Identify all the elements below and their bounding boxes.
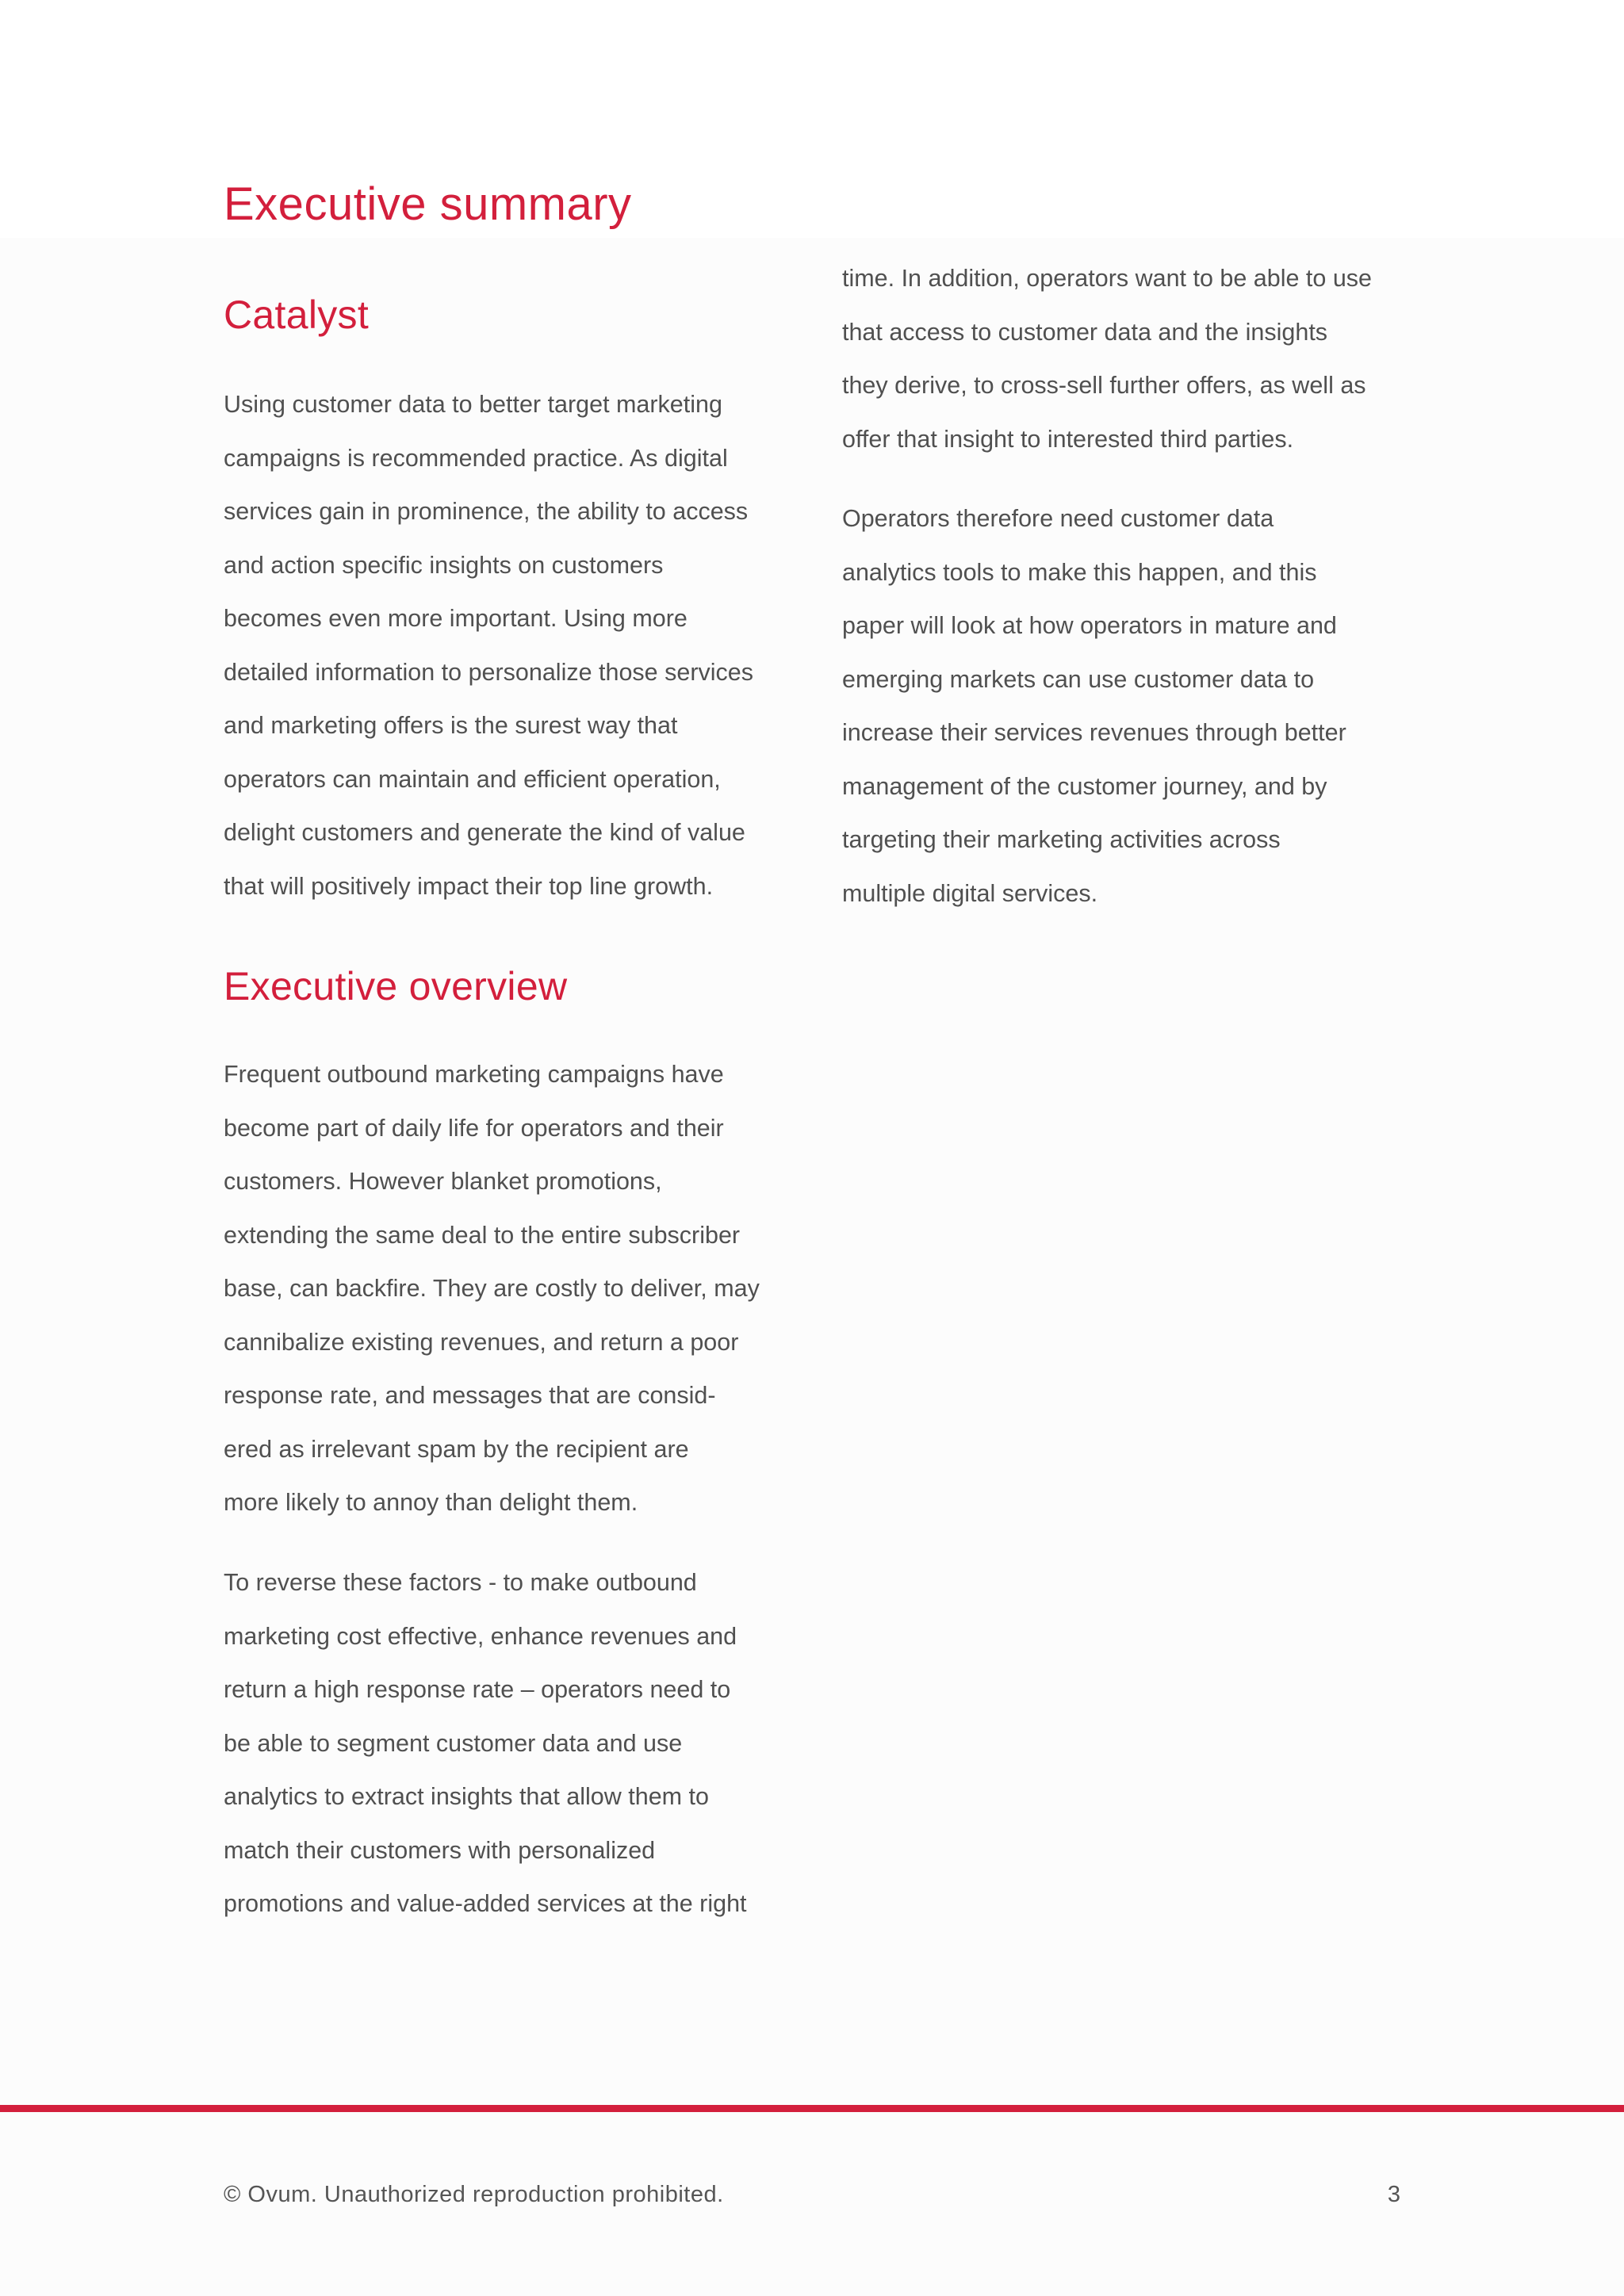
text-line: analytics tools to make this happen, and this (842, 558, 1317, 586)
text-line: time. In addition, operators want to be able to use (842, 265, 1373, 292)
text-line: becomes even more important. Using more (224, 605, 688, 632)
section-heading-catalyst: Catalyst (224, 293, 370, 337)
text-line: analytics to extract insights that allow them to (224, 1783, 709, 1810)
text-line: paper will look at how operators in mature and (842, 612, 1337, 639)
right-paragraph-2 (842, 492, 1413, 920)
text-line: delight customers and generate the kind of value (224, 819, 745, 846)
text-line: emerging markets can use customer data to (842, 665, 1315, 693)
text-line: multiple digital services. (842, 879, 1098, 907)
text-line: become part of daily life for operators and their (224, 1114, 724, 1142)
text-line: detailed information to personalize those services (224, 658, 753, 686)
text-line: targeting their marketing activities across (842, 826, 1281, 853)
text-line: offer that insight to interested third parties. (842, 425, 1294, 453)
text-line: match their customers with personalized (224, 1836, 656, 1864)
overview-paragraph-1 (224, 1048, 795, 1530)
text-line: they derive, to cross-sell further offers, as well as (842, 372, 1366, 399)
text-line: extending the same deal to the entire subscriber (224, 1221, 741, 1249)
text-line: cannibalize existing revenues, and return a poor (224, 1328, 739, 1356)
text-line: Using customer data to better target marketing (224, 391, 722, 418)
footer-divider (0, 2105, 1624, 2112)
text-line: management of the customer journey, and by (842, 772, 1327, 800)
text-line: and marketing offers is the surest way that (224, 712, 678, 739)
text-line: Operators therefore need customer data (842, 505, 1274, 532)
text-line: base, can backfire. They are costly to deliver, may (224, 1275, 760, 1302)
text-line: more likely to annoy than delight them. (224, 1489, 638, 1516)
page-title: Executive summary (224, 178, 632, 230)
text-line: customers. However blanket promotions, (224, 1168, 662, 1195)
text-line: that access to customer data and the insights (842, 318, 1328, 346)
catalyst-paragraph (224, 378, 795, 913)
text-line: promotions and value-added services at the right (224, 1890, 747, 1917)
text-line: response rate, and messages that are consid- (224, 1382, 716, 1409)
text-line: increase their services revenues through better (842, 719, 1346, 746)
page-number: 3 (1387, 2182, 1400, 2207)
text-line: Frequent outbound marketing campaigns have (224, 1061, 724, 1088)
text-line: and action specific insights on customers (224, 551, 664, 579)
text-line: return a high response rate – operators need to (224, 1676, 731, 1703)
text-line: be able to segment customer data and use (224, 1729, 683, 1757)
overview-paragraph-2 (224, 1556, 795, 1931)
text-line: ered as irrelevant spam by the recipient are (224, 1435, 689, 1463)
section-heading-overview: Executive overview (224, 964, 568, 1008)
text-line: marketing cost effective, enhance revenues and (224, 1622, 737, 1650)
footer-copyright: © Ovum. Unauthorized reproduction prohibited. (224, 2182, 724, 2207)
text-line: To reverse these factors - to make outbound (224, 1569, 697, 1596)
text-line: campaigns is recommended practice. As digital (224, 444, 728, 472)
text-line: services gain in prominence, the ability to access (224, 498, 749, 525)
text-line: operators can maintain and efficient operation, (224, 765, 721, 793)
text-line: that will positively impact their top line growth. (224, 872, 714, 900)
right-paragraph-1 (842, 252, 1413, 466)
